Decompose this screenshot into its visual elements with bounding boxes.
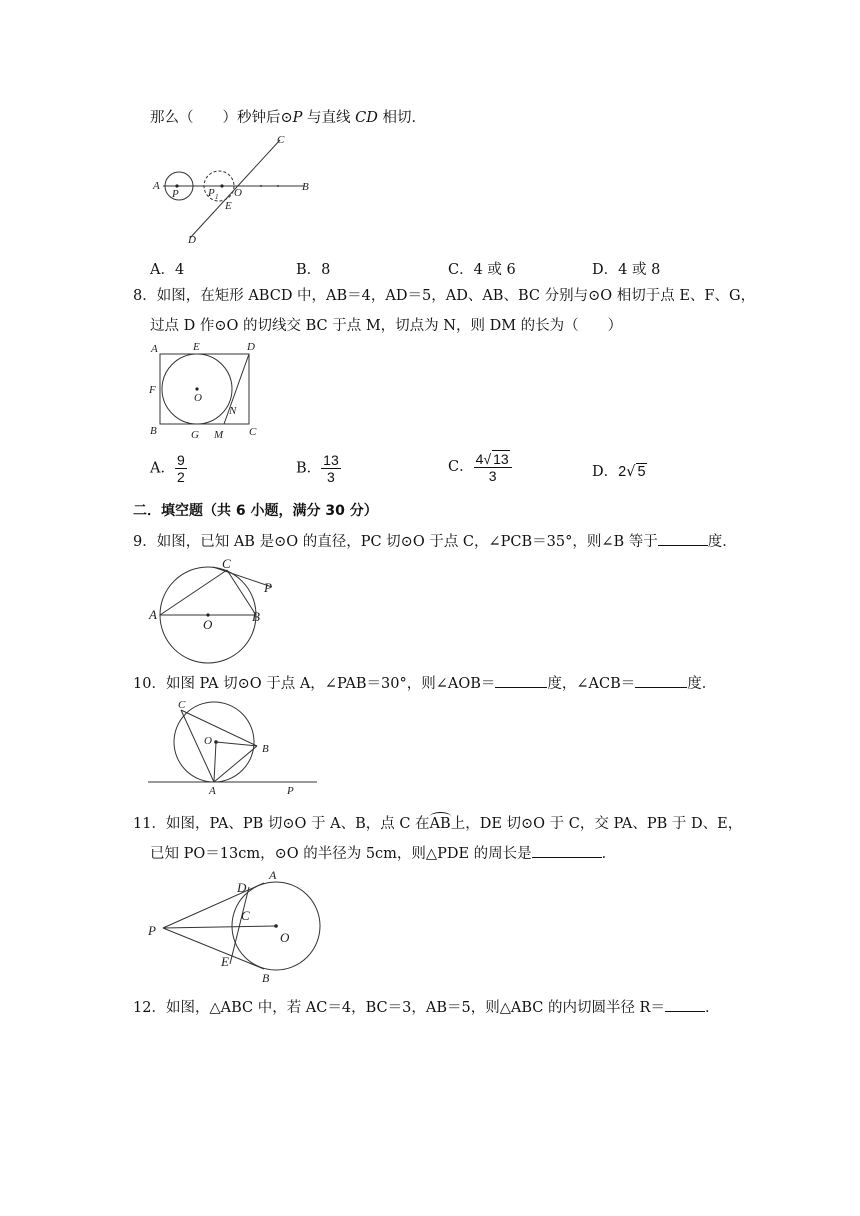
q7-figure xyxy=(145,130,325,250)
q7-option-a[interactable]: A．4 xyxy=(150,262,185,278)
q8-label-d: D xyxy=(247,341,255,353)
q11-label-c: C xyxy=(241,908,250,923)
q9-label-a: A xyxy=(149,607,157,622)
q10-label-o: O xyxy=(204,735,212,747)
q8-label-g: G xyxy=(191,429,199,441)
q10-answer-blank-2[interactable] xyxy=(635,674,687,688)
q7-label-d: D xyxy=(188,234,196,246)
q7-option-d[interactable]: D．4 或 8 xyxy=(592,262,661,278)
q12-answer-blank[interactable] xyxy=(665,998,705,1012)
q7-label-e: E xyxy=(225,200,232,212)
q8-option-c[interactable]: C． $\frac{4√ 13}{3}$ xyxy=(448,450,512,484)
q7-label-c: C xyxy=(277,134,285,146)
q7-label-p1: P xyxy=(208,187,215,199)
q8-question-line1: 8．如图，在矩形 ABCD 中，AB＝4，AD＝5，AD、AB、BC 分别与⊙O 相切于点 E、F、G， xyxy=(133,288,756,304)
q9-question: 9．如图，已知 AB 是⊙O 的直径，PC 切⊙O 于点 C，∠PCB＝35°，则∠B 等于 度． xyxy=(133,534,737,550)
q11-label-a: A xyxy=(269,868,277,882)
q7-option-c[interactable]: C．4 或 6 xyxy=(448,262,516,278)
q7-label-a: A xyxy=(153,180,160,192)
q9-label-b: B xyxy=(252,609,260,624)
q8-option-a[interactable]: A． $\frac{9}{2}$ xyxy=(150,452,185,485)
q11-label-b: B xyxy=(262,971,270,985)
q8-label-b: B xyxy=(150,425,157,437)
q10-answer-blank-1[interactable] xyxy=(495,674,547,688)
q11-question-line1: 11．如图，PA、PB 切⊙O 于 A、B，点 C 在AB上，DE 切⊙O 于 C，交 PA、PB 于 D、E， xyxy=(133,816,743,832)
arc-ab: AB xyxy=(429,816,451,832)
q12-question: 12．如图，△ABC 中，若 AC＝4，BC＝3，AB＝5，则△ABC 的内切圆半径 R＝ ． xyxy=(133,1000,720,1016)
radicand: 5 xyxy=(637,464,646,480)
q7-option-b[interactable]: B．8 xyxy=(296,262,331,278)
fraction: $\frac{13}{3}$ xyxy=(323,452,339,485)
q11-figure xyxy=(145,862,330,987)
fraction: $\frac{4√ 13}{3}$ xyxy=(474,450,512,484)
q8-option-d[interactable]: D．2√ 5 xyxy=(592,464,646,480)
q10-label-p: P xyxy=(287,785,294,797)
q8-label-o: O xyxy=(194,392,202,404)
q8-label-f: F xyxy=(149,384,156,396)
q8-label-e: E xyxy=(193,341,200,353)
q11-question-line2: 已知 PO＝13cm，⊙O 的半径为 5cm，则△PDE 的周长是 ． xyxy=(150,846,617,862)
q10-figure xyxy=(145,696,325,798)
q7-label-o: O xyxy=(234,187,242,199)
q10-label-c: C xyxy=(178,699,186,711)
q7-label-sub1: 1 xyxy=(215,193,219,201)
q7-text-line: 那么（ ）秒钟后⊙P 与直线 CD 相切． xyxy=(150,110,426,126)
q8-label-n: N xyxy=(229,405,237,417)
q10-label-b: B xyxy=(262,743,269,755)
q7-label-b: B xyxy=(302,181,309,193)
q9-label-o: O xyxy=(203,617,213,632)
q8-option-b[interactable]: B． $\frac{13}{3}$ xyxy=(296,452,339,485)
q10-label-a: A xyxy=(209,785,216,797)
q9-label-p: P xyxy=(264,580,272,595)
q9-figure xyxy=(145,555,285,667)
q7-label-p: P xyxy=(172,188,179,200)
q8-label-m: M xyxy=(214,429,224,441)
q8-label-a: A xyxy=(151,343,158,355)
q8-figure xyxy=(145,338,270,443)
q11-answer-blank[interactable] xyxy=(532,844,602,858)
q11-label-p: P xyxy=(148,923,156,938)
q8-label-c: C xyxy=(249,426,257,438)
section-title-fill-blank: 二．填空题（共 6 小题，满分 30 分） xyxy=(133,503,378,519)
fraction: $\frac{9}{2}$ xyxy=(176,452,185,485)
q9-answer-blank[interactable] xyxy=(658,532,708,546)
q8-question-line2: 过点 D 作⊙O 的切线交 BC 于点 M，切点为 N，则 DM 的长为（ ） xyxy=(150,318,623,334)
radicand: 13 xyxy=(493,451,509,467)
q10-question: 10．如图 PA 切⊙O 于点 A，∠PAB＝30°，则∠AOB＝ 度，∠ACB＝ 度． xyxy=(133,676,717,692)
q9-label-c: C xyxy=(222,556,231,571)
q11-label-o: O xyxy=(280,930,290,945)
q11-label-d: D xyxy=(237,880,247,895)
q11-label-e: E xyxy=(221,954,229,969)
